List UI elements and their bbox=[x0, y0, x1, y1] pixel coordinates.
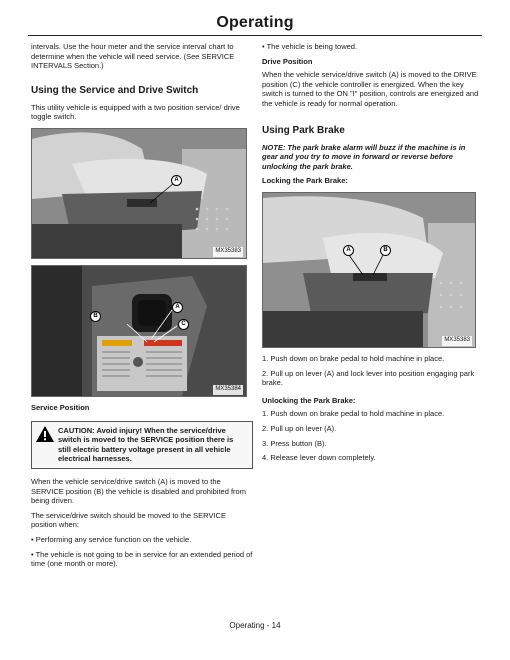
page-footer: Operating - 14 bbox=[229, 621, 281, 630]
callout-c: C bbox=[178, 319, 189, 330]
list-item: 1. Push down on brake pedal to hold machine in place. bbox=[262, 353, 445, 363]
service-heading: Service Position bbox=[31, 402, 90, 412]
list-item: • The vehicle is not going to be in service for an extended period of time (one month or more). bbox=[31, 550, 253, 569]
page-title: Operating bbox=[216, 14, 294, 31]
photo-service-switch bbox=[31, 265, 247, 397]
warning-icon bbox=[36, 426, 54, 442]
intro-paragraph: intervals. Use the hour meter and the service interval chart to determine when the vehicle will need service. (See SERVICE INTERVALS Section.) bbox=[31, 42, 235, 71]
service-paragraph-1: When the vehicle service/drive switch (A) is moved to the SERVICE position (B) the vehicle is disabled and prohibited from being driven. bbox=[31, 476, 246, 506]
callout-a: A bbox=[172, 302, 183, 313]
list-item: 3. Press button (B). bbox=[262, 438, 327, 448]
right-column bbox=[262, 42, 482, 468]
list-item: • Performing any service function on the vehicle. bbox=[31, 535, 253, 545]
callout-a: A bbox=[171, 175, 182, 186]
list-item: 2. Pull up on lever (A) and lock lever into position engaging park brake. bbox=[262, 368, 475, 388]
seat-illustration bbox=[32, 129, 246, 258]
callout-b: B bbox=[90, 311, 101, 322]
list-item: 2. Pull up on lever (A). bbox=[262, 423, 337, 433]
list-item: 1. Push down on brake pedal to hold machine in place. bbox=[262, 409, 445, 419]
switch-heading: Using the Service and Drive Switch bbox=[31, 84, 199, 96]
caution-box bbox=[31, 421, 253, 469]
list-item: • The vehicle is being towed. bbox=[262, 42, 482, 52]
callout-a: A bbox=[343, 245, 354, 256]
caution-text: CAUTION: Avoid injury! When the service/drive switch is moved to the SERVICE position there is still electric battery voltage present in all vehicle electrical harnesses. bbox=[58, 425, 234, 464]
unlocking-heading: Unlocking the Park Brake: bbox=[262, 395, 356, 405]
drive-paragraph: When the vehicle service/drive switch (A) is moved to the DRIVE position (C) the vehicle controller is energized. When the key switch is turned to the ON "I" position, controls are energized and the vehicle is ready for normal operation. bbox=[262, 70, 479, 108]
panel-illustration bbox=[32, 266, 246, 396]
photo-park-brake bbox=[262, 192, 476, 348]
left-column bbox=[31, 42, 253, 574]
photo-caption: MX35384 bbox=[213, 385, 243, 395]
park-brake-illustration bbox=[263, 193, 475, 347]
callout-b: B bbox=[380, 245, 391, 256]
locking-heading: Locking the Park Brake: bbox=[262, 176, 348, 186]
park-brake-heading: Using Park Brake bbox=[262, 124, 345, 136]
list-item: 4. Release lever down completely. bbox=[262, 453, 376, 463]
photo-caption: MX35383 bbox=[442, 336, 472, 346]
title-rule bbox=[28, 35, 482, 36]
photo-seat-switch bbox=[31, 128, 247, 259]
service-paragraph-2: The service/drive switch should be moved to the SERVICE position when: bbox=[31, 510, 226, 530]
drive-heading: Drive Position bbox=[262, 56, 313, 66]
note-text: NOTE: The park brake alarm will buzz if the machine is in gear and you try to move in forward or reverse before unlocking the park brake. bbox=[262, 142, 466, 171]
switch-paragraph: This utility vehicle is equipped with a two position service/ drive toggle switch. bbox=[31, 102, 240, 122]
photo-caption: MX35383 bbox=[213, 247, 243, 257]
